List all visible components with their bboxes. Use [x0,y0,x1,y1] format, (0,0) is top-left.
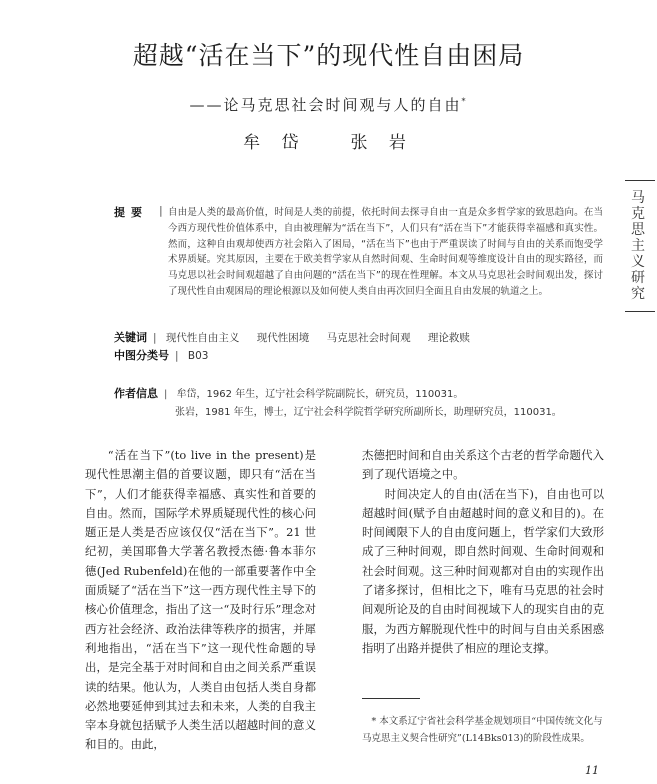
keywords-list [166,332,484,344]
body-column-right [362,446,604,658]
footnote: * 本文系辽宁省社会科学基金规划项目“中国传统文化与马克思主义契合性研究”(L14Bks013)的阶段性成果。 [362,716,603,744]
author-info-line-2: 张岩，1981 年生，博士，辽宁社会科学院哲学研究所副所长，助理研究员，110031。 [175,407,562,418]
section-rule-top [625,180,655,181]
classification-label: 中图分类号 [114,349,169,362]
abstract-text: 自由是人类的最高价值，时间是人类的前提，依托时间去探寻自由一直是众多哲学家的致思趋向。在当今西方现代性价值体系中，自由被理解为“活在当下”，人们只有“活在当下”才能获得幸福感和真实性。然而，这种自由观却使西方社会陷入了困局，“活在当下”也由于严重误读了时间与自由的关系而饱受学术界质疑。究其原因，主要在于欧美哲学家从自然时间观、生命时间观等维度设计自由的现实路径，而马克思以社会时间观超越了自由问题的“活在当下”的现在性理解。本文从马克思社会时间观出发，探讨了现代性自由观困局的理论根源以及如何使人类自由再次回归全面且自由发展的轨道之上。 [168,207,603,297]
body-column-left [85,446,316,755]
classification-separator: | [175,350,179,362]
author-info-label: 作者信息 [114,387,158,400]
author-name-2: 张 岩 [350,133,414,153]
abstract-separator: | [159,204,163,217]
classification-row [114,347,208,363]
author-info-separator: | [164,389,168,400]
keyword-item: 现代性自由主义 [165,332,240,344]
author-info-row [114,385,463,403]
body-paragraph-continuation: 杰德把时间和自由关系这个古老的哲学命题代入到了现代语境之中。 [362,448,604,482]
subtitle-text: ——论马克思社会时间观与人的自由 [189,96,462,114]
author-name-1: 牟 岱 [243,133,307,153]
article-title: 超越“活在当下”的现代性自由困局 [132,41,525,70]
keyword-item: 马克思社会时间观 [326,332,411,344]
keywords-label: 关键词 [114,331,147,344]
body-paragraph: “活在当下”(to live in the present)是现代性思潮主倡的首要议题，即只有“活在当下”，人们才能获得幸福感、真实性和首要的自由。然而，国际学术界质疑现代性的核心问题正是人类是否应该仅仅“活在当下”。21 世纪初，美国耶鲁大学著名教授杰德·鲁本菲尔德(Jed Rubenfeld)在他的一部重要著作中全面质疑了“活在当下”这一西方现代性主导下的核心价值理念，指出了这一“及时行乐”理念对西方社会经济、政治法律等秩序的损害，并犀利地指出，“活在当下”这一现代性命题的导出，是完全基于对时间和自由之间关系严重误读的结果。他认为，人类自由包括人类自身都必然地要延伸到其过去和未来，人类的自我主宰本身就包括赋予人类生活以超越时间的意义和目的。由此， [85,448,316,752]
keywords-row [114,329,484,345]
footnote-rule [362,698,420,699]
author-info-line-1: 牟岱，1962 年生，辽宁社会科学院副院长，研究员，110031。 [176,389,464,400]
section-label: 马克思主义研究 [631,190,645,302]
page-number: 11 [585,764,599,777]
body-paragraph: 时间决定人的自由(活在当下)，自由也可以超越时间(赋予自由超越时间的意义和目的)。在时间阈限下人的自由度问题上，哲学家们大致形成了三种时间观，即自然时间观、生命时间观和社会时间观。这三种时间观都对自由的实现作出了诸多探讨，但相比之下，唯有马克思的社会时间观所论及的自由时间视域下人的现实自由的克服，为西方解脱现代性中的时间与自由关系困惑指明了出路并提供了相应的理论支撑。 [362,486,604,655]
keyword-item: 现代性困境 [256,332,310,344]
section-rule-bottom [625,311,655,312]
article-subtitle [0,92,657,115]
keywords-separator: | [153,332,157,344]
classification-code: B03 [187,350,209,362]
keyword-item: 理论救赎 [427,332,470,344]
abstract-label: 提要 [114,206,148,219]
author-names [0,132,657,154]
subtitle-footnote-mark: * [461,97,468,106]
